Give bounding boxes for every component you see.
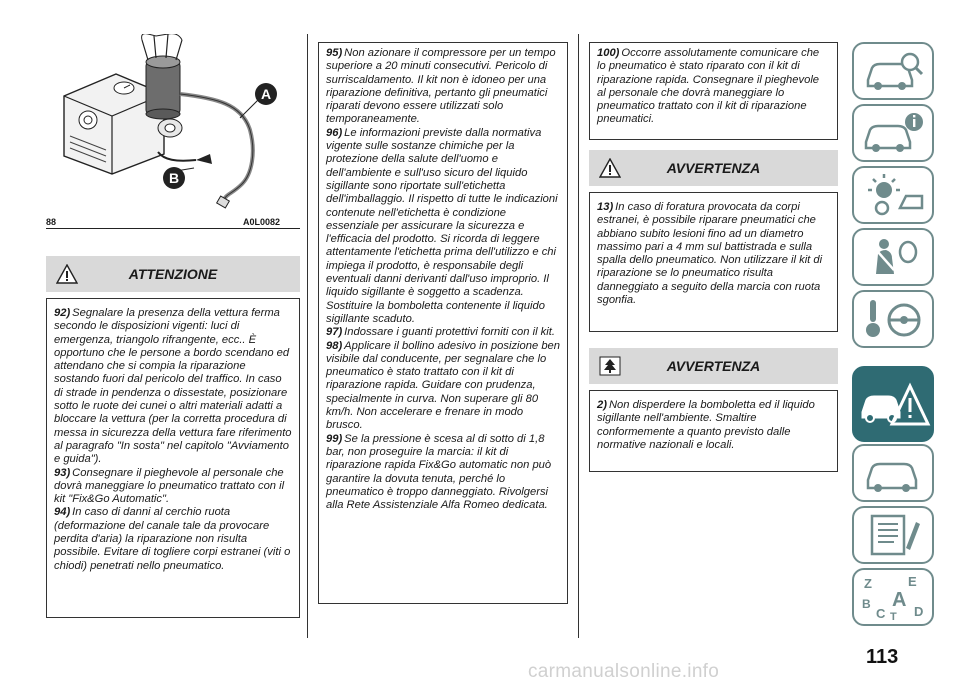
figure-number: 88 bbox=[46, 217, 57, 227]
note-number: 94) bbox=[54, 506, 71, 519]
note-number: 98) bbox=[326, 339, 343, 352]
alphabetical-index-icon bbox=[854, 570, 932, 624]
callout-a: A bbox=[260, 86, 272, 102]
car-info-icon bbox=[854, 106, 932, 160]
avvertenza-header-2 bbox=[589, 348, 838, 384]
seatbelt-airbag-icon bbox=[854, 230, 932, 284]
note-number: 93) bbox=[54, 466, 71, 479]
car-search-icon bbox=[854, 44, 932, 98]
note-number: 97) bbox=[326, 326, 343, 339]
note-text: Le informazioni previste dalla normativa vigente sulle sostanze chimiche per la protezione della salute dell'uomo e dell'ambiente e sull'uso sicuro del liquido sigillante sono riportate sull'etichetta dell'imballaggio. Il rispetto di tutte le indicazioni contenute nell'etichetta è condizione essenziale per assicurare la sicurezza e l'efficacia del prodotto. Si ricorda di leggere attentamente l'etichetta prima dell'utilizzo e chi impiega il prodotto, è responsabile degli eventuali danni derivanti dall'uso improprio. Il liquido sigillante è soggetto a scadenza. Sostituire la bomboletta contenente il liquido sigillante scaduto. bbox=[326, 126, 558, 325]
note-13 bbox=[597, 201, 830, 307]
notes-box bbox=[318, 42, 568, 604]
note-100-box bbox=[589, 42, 838, 140]
sidebar-tab-car-service[interactable] bbox=[852, 444, 934, 502]
note-text: Occorre assolutamente comunicare che lo pneumatico è stato riparato con il kit di riparazione rapida. Consegnare il pieghevole al personale che dovrà maneggiare lo pneumatico trattato con il kit di riparazione pneumatici. bbox=[597, 47, 820, 126]
note-94 bbox=[54, 506, 292, 572]
emergency-car-warning-icon bbox=[854, 368, 932, 440]
attenzione-box bbox=[46, 256, 300, 618]
callout-b: B bbox=[168, 170, 180, 186]
note-97 bbox=[326, 326, 560, 339]
note-text: In caso di foratura provocata da corpi estranei, è possibile riparare pneumatici che abbiano subito lesioni fino ad un diametro massimo pari a 4 mm sul battistrada e sulla spalla dello pneumatico. Non utilizzare il kit di riparazione se lo pneumatico risulta danneggiato a seguito della marcia con ruota sgonfia. bbox=[597, 201, 823, 307]
note-number: 99) bbox=[326, 432, 343, 445]
sidebar-tab-car-search[interactable] bbox=[852, 42, 934, 100]
figure-code: A0L0082 bbox=[243, 217, 281, 227]
note-text: Segnalare la presenza della vettura ferma secondo le disposizioni vigenti: luci di emergenza, triangolo rifrangente, ecc.. È opportuno che le persone a bordo scendano ed attendano che si compia la riparazione sostando fuori dal pericolo del traffico. In caso di strade in pendenza o dissestate, posizionare sotto le ruote dei cunei o altri materiali adatti a bloccare la vettura (per la corretta procedura di messa in sicurezza della vettura fare riferimento al paragrafo "In sosta" nel capitolo "Avviamento e guida"). bbox=[54, 307, 292, 466]
avvertenza-box-1 bbox=[589, 150, 838, 332]
sidebar-tab-emergency[interactable] bbox=[852, 366, 934, 442]
note-93 bbox=[54, 467, 292, 507]
note-number: 96) bbox=[326, 126, 343, 139]
index-letter: T bbox=[890, 611, 897, 623]
car-service-icon bbox=[854, 446, 932, 500]
avvertenza-title-1: AVVERTENZA bbox=[666, 160, 761, 176]
index-letter: C bbox=[876, 606, 886, 621]
note-text: Se la pressione è scesa al di sotto di 1,8 bar, non proseguire la marcia: il kit di riparazione rapida Fix&Go automatic non può garantire la dovuta tenuta, perché lo pneumatico è troppo danneggiato. Rivolgersi alla Rete Assistenziale Alfa Romeo dedicata. bbox=[326, 432, 552, 512]
note-text: In caso di danni al cerchio ruota (deformazione del canale tale da provocare perdita d'aria) la riparazione non risulta possibile. Evitare di togliere corpi estranei (viti o chiodi) penetrati nello pneumatico. bbox=[54, 506, 291, 572]
sidebar-tab-key-steering[interactable] bbox=[852, 290, 934, 348]
repair-kit-drawing bbox=[46, 34, 300, 219]
note-text: Non disperdere la bomboletta ed il liquido sigillante nell'ambiente. Smaltire conformemente a quanto previsto dalle normative nazionali e locali. bbox=[597, 399, 815, 451]
figure-divider bbox=[46, 228, 300, 229]
note-number: 13) bbox=[597, 201, 614, 213]
note-96 bbox=[326, 127, 560, 326]
index-letter: Z bbox=[864, 576, 872, 591]
column-divider-2 bbox=[578, 34, 579, 638]
note-number: 95) bbox=[326, 47, 343, 59]
watermark: carmanualsonline.info bbox=[528, 661, 720, 682]
index-letter: B bbox=[862, 597, 871, 611]
note-95 bbox=[326, 47, 560, 127]
note-number: 100) bbox=[597, 47, 620, 59]
attenzione-title: ATTENZIONE bbox=[128, 266, 218, 282]
dashboard-lights-icon bbox=[854, 168, 932, 222]
note-number: 2) bbox=[597, 399, 607, 411]
avvertenza-body-1 bbox=[589, 192, 838, 332]
avvertenza-box-2 bbox=[589, 348, 838, 472]
index-letter: D bbox=[914, 604, 924, 619]
note-100 bbox=[597, 47, 830, 127]
note-text: Non azionare il compressore per un tempo superiore a 20 minuti consecutivi. Pericolo di surriscaldamento. Il kit non è idoneo per una riparazione definitiva, pertanto gli pneumatici riparati devono essere utilizzati solo temporaneamente. bbox=[326, 47, 556, 126]
index-letter: A bbox=[892, 589, 907, 611]
note-92 bbox=[54, 307, 292, 467]
key-steering-wheel-icon bbox=[854, 292, 932, 346]
sidebar-tab-technical-data[interactable] bbox=[852, 506, 934, 564]
note-text: Consegnare il pieghevole al personale che dovrà maneggiare lo pneumatico trattato con il kit "Fix&Go Automatic". bbox=[54, 466, 285, 506]
column-divider-1 bbox=[307, 34, 308, 638]
note-99 bbox=[326, 433, 560, 513]
avvertenza-title-2: AVVERTENZA bbox=[666, 358, 761, 374]
note-text: Applicare il bollino adesivo in posizione ben visibile dal conducente, per segnalare che lo pneumatico è stato trattato con il kit di riparazione rapida. Guidare con prudenza, specialmente in curva. Non superare gli 80 km/h. Non accelerare e frenare in modo brusco. bbox=[326, 339, 560, 432]
note-98 bbox=[326, 340, 560, 433]
note-text: Indossare i guanti protettivi forniti con il kit. bbox=[344, 326, 555, 339]
technical-data-icon bbox=[854, 508, 932, 562]
repair-kit-illustration bbox=[46, 34, 300, 219]
attenzione-header bbox=[46, 256, 300, 292]
page-number: 113 bbox=[866, 646, 899, 668]
note-number: 92) bbox=[54, 307, 71, 319]
attenzione-body bbox=[46, 298, 300, 618]
sidebar-tab-car-info[interactable] bbox=[852, 104, 934, 162]
sidebar-tab-dashboard-lights[interactable] bbox=[852, 166, 934, 224]
sidebar-tab-seatbelt-airbag[interactable] bbox=[852, 228, 934, 286]
avvertenza-body-2 bbox=[589, 390, 838, 472]
note-2 bbox=[597, 399, 830, 452]
sidebar-tab-index[interactable] bbox=[852, 568, 934, 626]
index-letter: E bbox=[908, 574, 917, 589]
avvertenza-header-1 bbox=[589, 150, 838, 186]
